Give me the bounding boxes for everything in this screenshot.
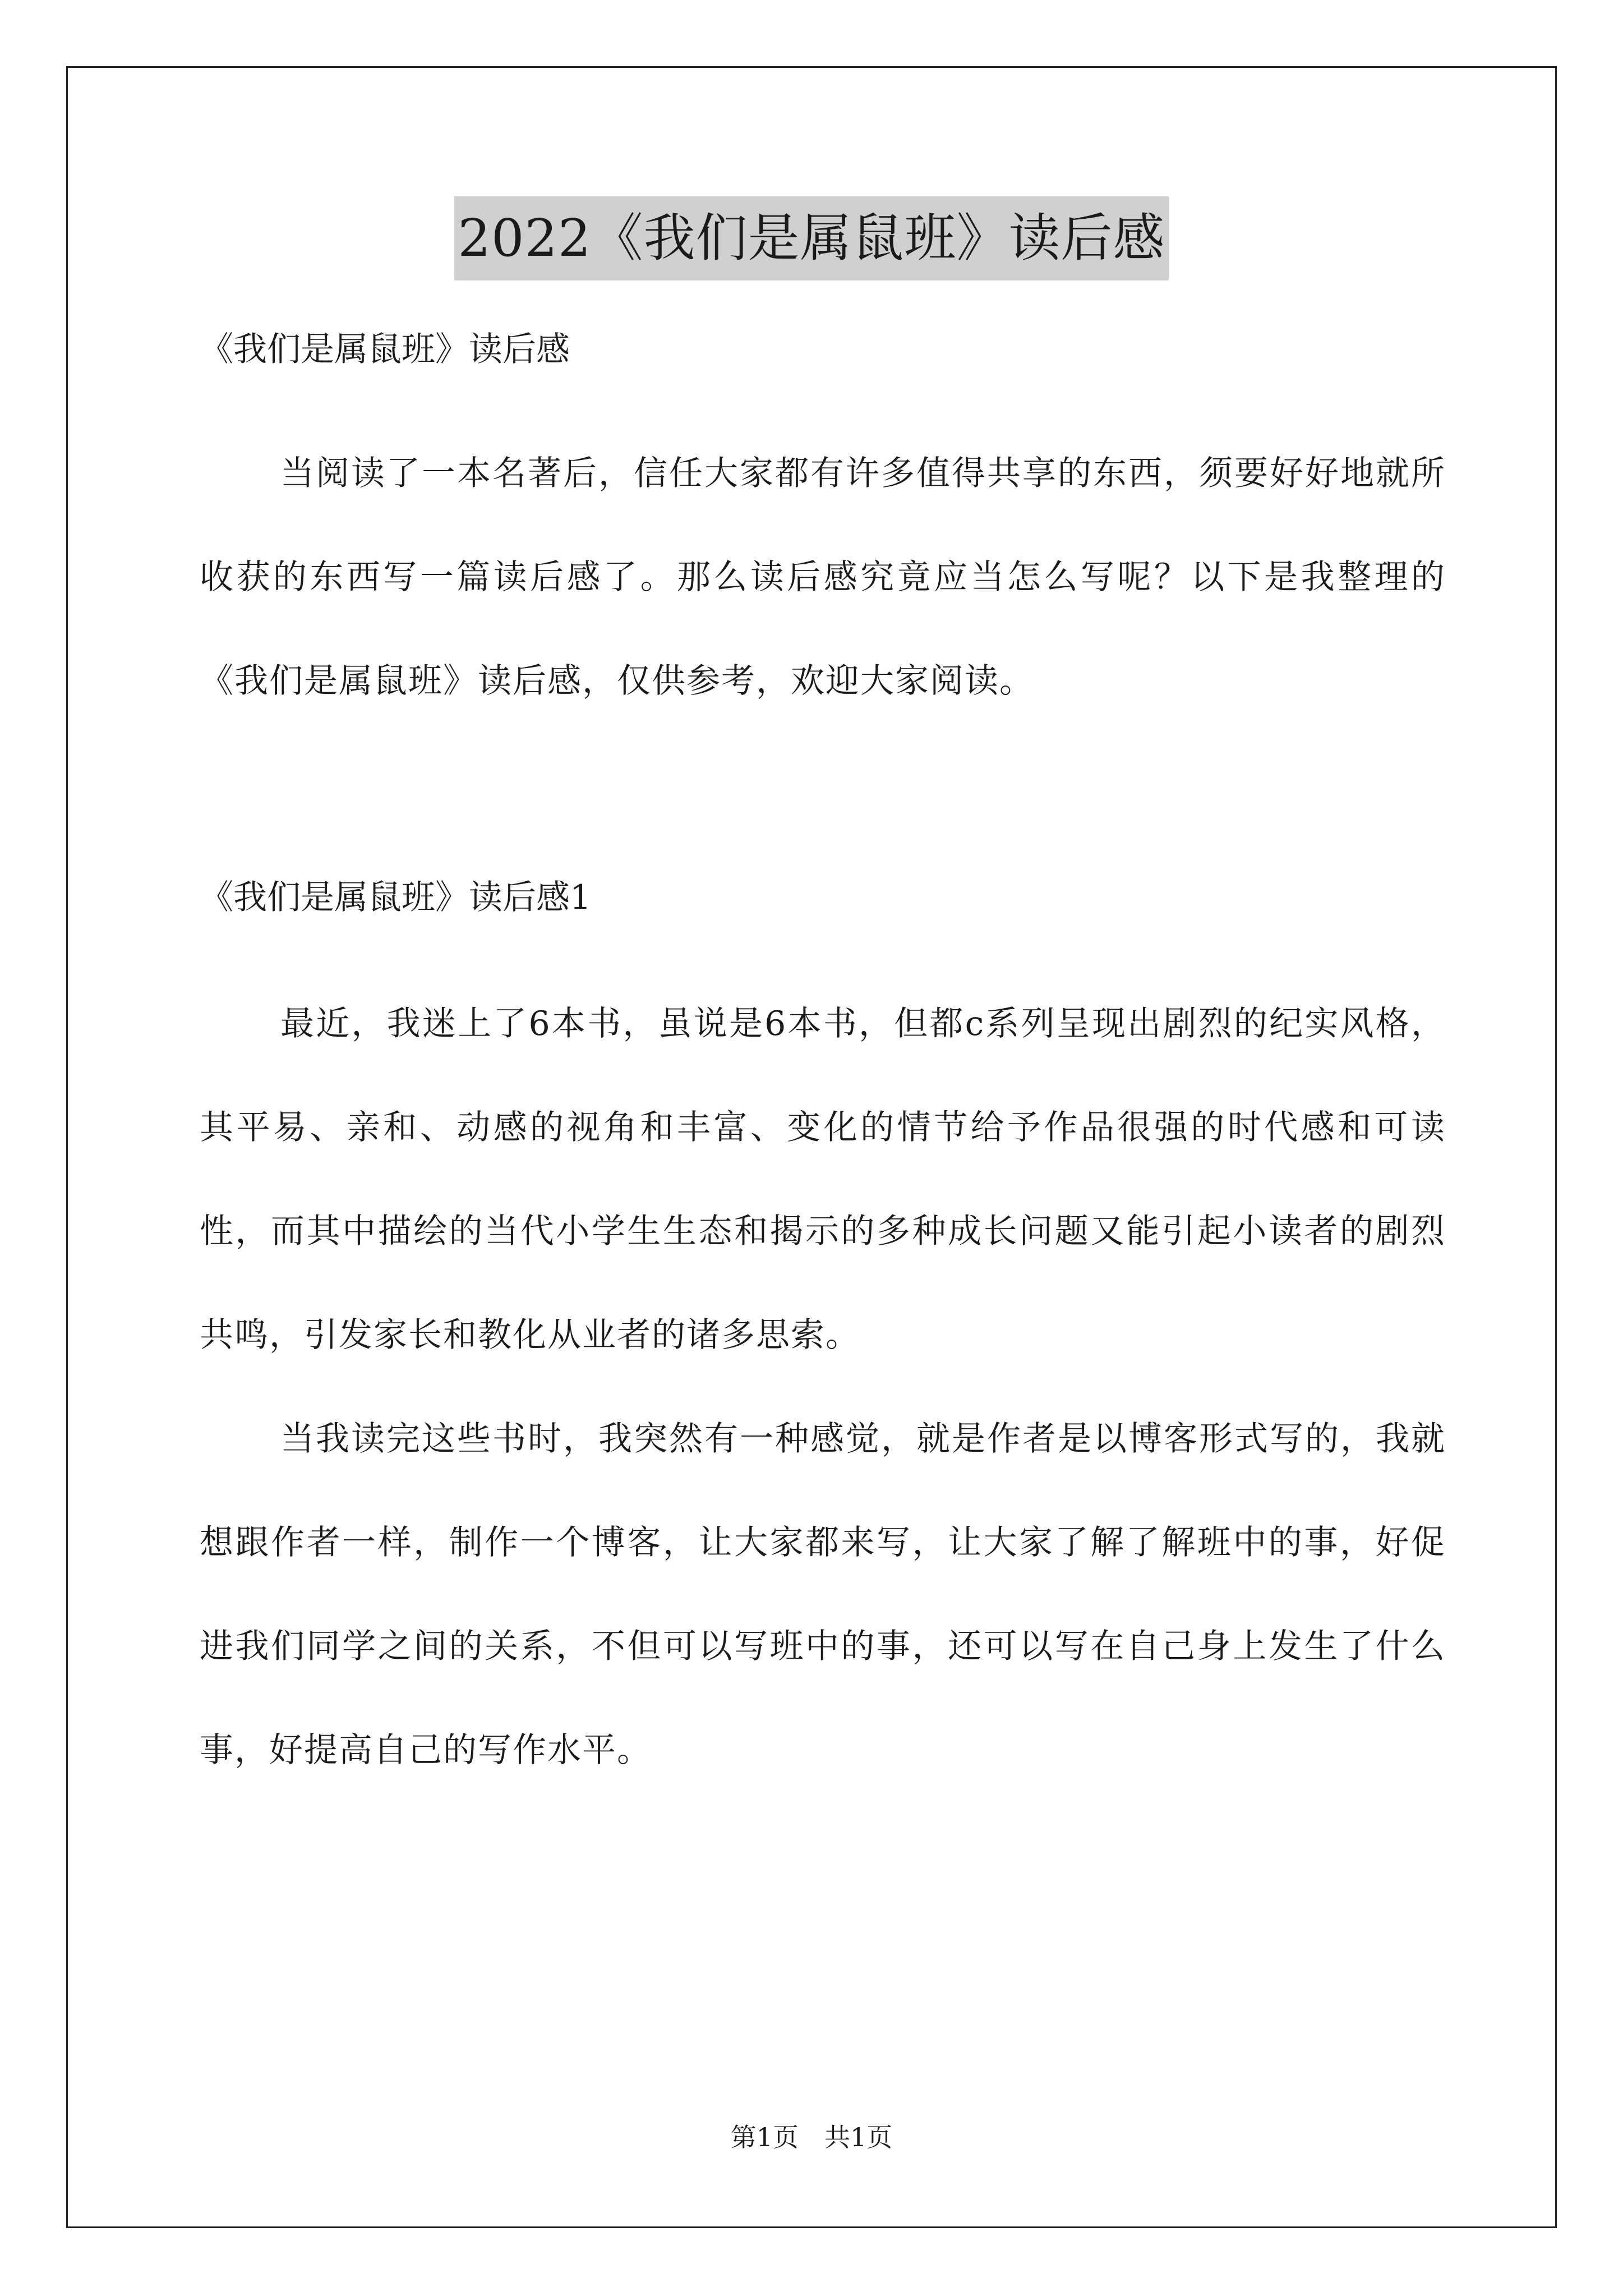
- body-paragraph: 当我读完这些书时，我突然有一种感觉，就是作者是以博客形式写的，我就想跟作者一样，制作一个博客，让大家都来写，让大家了解了解班中的事，好促进我们同学之间的关系，不但可以写班中的事，还可以写在自己身上发生了什么事，好提高自己的写作水平。: [200, 1419, 1446, 1770]
- page-footer: 第1页 共1页: [730, 2122, 893, 2152]
- body-paragraph: 最近，我迷上了6本书，虽说是6本书，但都c系列呈现出剧烈的纪实风格，其平易、亲和、动感的视角和丰富、变化的情节给予作品很强的时代感和可读性，而其中描绘的当代小学生生态和揭示的多种成长问题又能引起小读者的剧烈共鸣，引发家长和教化从业者的诸多思索。: [200, 1004, 1446, 1355]
- title-container: [0, 196, 1623, 280]
- document-body: [200, 309, 1446, 1802]
- intro-heading: 《我们是属鼠班》读后感: [200, 330, 570, 369]
- document-title: 2022《我们是属鼠班》读后感: [454, 196, 1168, 280]
- section-heading: 《我们是属鼠班》读后感1: [200, 878, 592, 917]
- intro-paragraph: 当阅读了一本名著后，信任大家都有许多值得共享的东西，须要好好地就所收获的东西写一篇读后感了。那么读后感究竟应当怎么写呢？以下是我整理的《我们是属鼠班》读后感，仅供参考，欢迎大家阅读。: [200, 454, 1446, 701]
